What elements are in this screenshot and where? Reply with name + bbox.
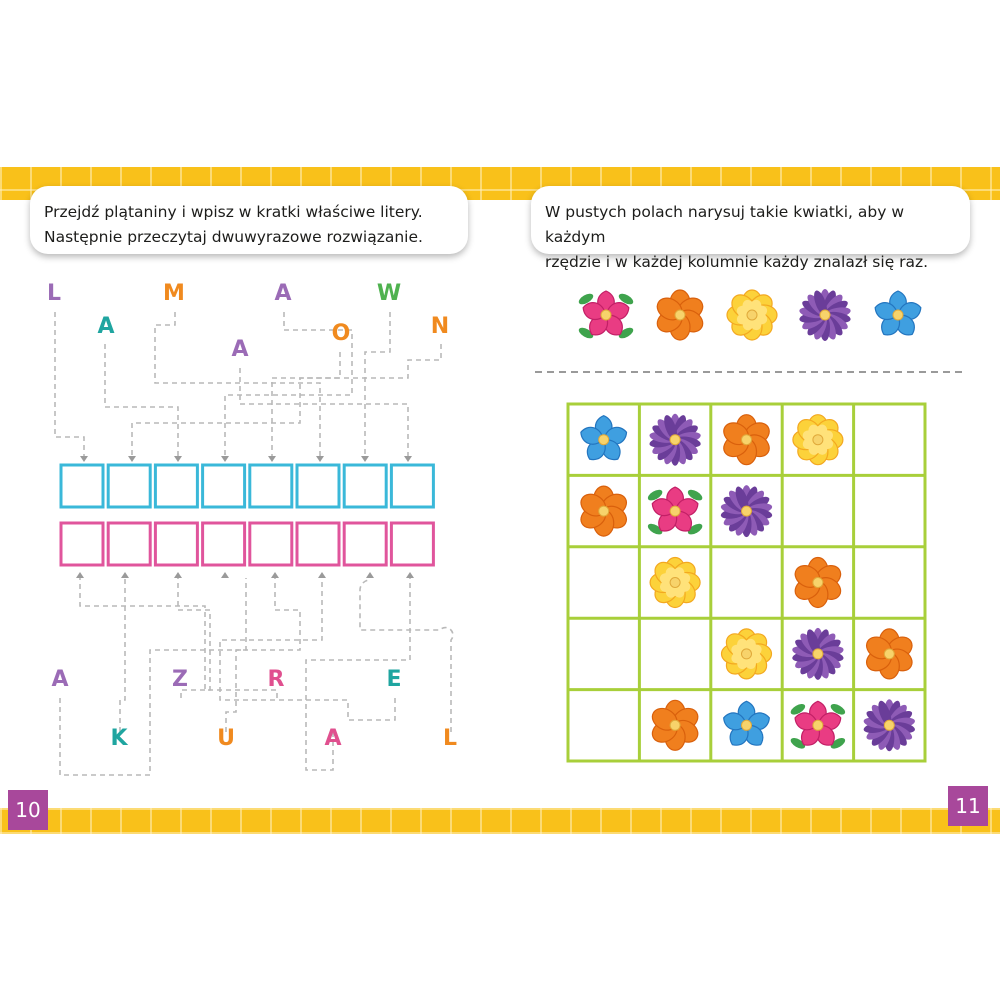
grid-cell-3-3-empty[interactable] [715,551,778,614]
answer-box-bottom-1[interactable] [61,523,103,565]
maze-path-16 [360,580,453,732]
legend-yellow-flower [727,290,777,340]
answer-boxes [61,465,433,565]
left-instruction-line2: Następnie przeczytaj dwuwyrazowe rozwiązanie. [44,228,423,246]
answer-box-bottom-8[interactable] [391,523,433,565]
maze-top-letter-6: O [331,321,351,346]
answer-box-bottom-3[interactable] [155,523,197,565]
maze-bottom-letter-6: A [324,726,342,751]
answer-box-top-3[interactable] [155,465,197,507]
page-number-right: 11 [948,786,988,826]
maze-bottom-letter-2: K [110,726,128,751]
arrow-up-1 [76,572,84,578]
flower-legend [577,289,923,341]
maze-path-3 [155,312,320,456]
maze-path-1 [55,312,84,456]
maze-letters [47,281,457,751]
answer-box-top-7[interactable] [344,465,386,507]
maze-top-letter-3: M [163,281,185,306]
grid-cell-4-3-yellow-flower [722,629,772,679]
answer-box-bottom-6[interactable] [297,523,339,565]
arrow-down-7 [361,456,369,462]
arrow-down-1 [80,456,88,462]
grid-cell-3-2-yellow-flower [650,558,700,608]
maze-path-7 [365,312,390,456]
answer-box-bottom-4[interactable] [203,523,245,565]
arrow-down-4 [221,456,229,462]
arrow-down-3 [174,456,182,462]
maze-bottom-letter-7: E [386,667,402,692]
arrow-down-8 [404,456,412,462]
maze-bottom-letter-3: Z [172,667,188,692]
arrow-down-6 [316,456,324,462]
arrow-up-5 [271,572,279,578]
maze-path-2 [105,344,178,456]
arrow-down-2 [128,456,136,462]
arrow-up-6 [318,572,326,578]
arrow-up-7 [366,572,374,578]
arrow-down-5 [268,456,276,462]
arrow-up-3 [174,572,182,578]
maze-top-letter-8: N [430,314,450,339]
maze-top-letter-7: W [376,281,402,306]
grid-cell-2-4-empty[interactable] [786,479,849,542]
maze-path-4 [240,368,408,456]
maze-path-6 [132,352,340,456]
left-instruction-line1: Przejdź plątaniny i wpisz w kratki właściwe litery. [44,203,423,221]
answer-box-bottom-2[interactable] [108,523,150,565]
answer-box-top-6[interactable] [297,465,339,507]
answer-box-bottom-5[interactable] [250,523,292,565]
maze-top-letter-5: A [274,281,292,306]
legend-blue-flower [873,291,924,339]
answer-box-top-1[interactable] [61,465,103,507]
grid-cell-1-4-yellow-flower [793,415,843,465]
page-number-left: 10 [8,790,48,830]
maze-path-10 [120,578,125,732]
legend-orange-flower [653,290,706,340]
flower-grid [568,404,925,761]
maze-path-8 [272,344,441,456]
maze-bottom-letter-8: L [442,726,458,751]
arrow-up-2 [121,572,129,578]
answer-box-top-2[interactable] [108,465,150,507]
answer-box-top-8[interactable] [391,465,433,507]
grid-cell-1-5-empty[interactable] [858,408,921,471]
maze-top-letter-1: L [46,281,62,306]
legend-purple-flower [799,289,852,341]
answer-box-bottom-7[interactable] [344,523,386,565]
arrow-up-4 [221,572,229,578]
maze-bottom-letter-1: A [51,667,69,692]
answer-box-top-4[interactable] [203,465,245,507]
grid-cell-5-1-empty[interactable] [572,694,635,757]
answer-box-top-5[interactable] [250,465,292,507]
maze-bottom-letter-5: R [267,667,285,692]
arrow-up-8 [406,572,414,578]
legend-pink-flower [577,291,635,340]
maze-top-letter-2: A [97,314,115,339]
right-instruction-line1: W pustych polach narysuj takie kwiatki, aby w każdym [545,203,905,246]
right-instruction-line2: rzędzie i w każdej kolumnie każdy znalazł się raz. [545,253,929,271]
maze-path-12 [226,578,300,732]
grid-cell-3-1-empty[interactable] [572,551,635,614]
grid-cell-3-5-empty[interactable] [858,551,921,614]
grid-cell-2-5-empty[interactable] [858,479,921,542]
grid-cell-4-1-empty[interactable] [572,622,635,685]
maze-top-letter-4: A [231,337,249,362]
maze-bottom-letter-4: U [217,726,235,751]
grid-cell-4-2-empty[interactable] [643,622,706,685]
